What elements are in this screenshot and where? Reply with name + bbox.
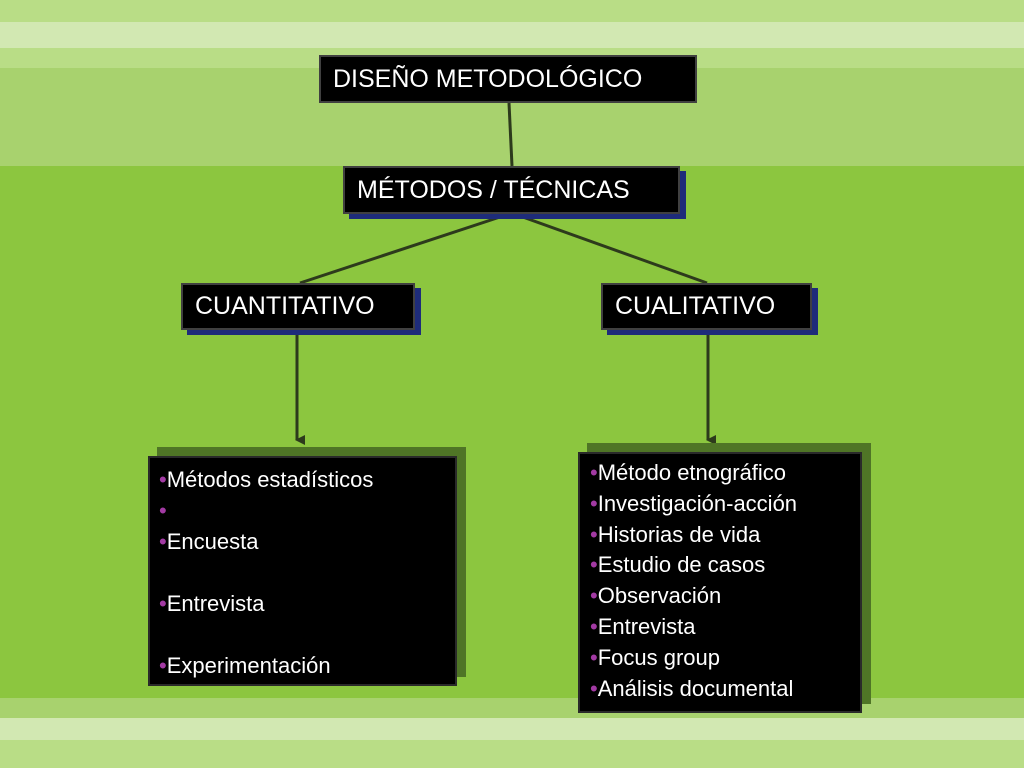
root-node-label: DISEÑO METODOLÓGICO	[333, 64, 643, 93]
list-item: •Entrevista	[159, 591, 265, 616]
bullet-icon: •	[590, 644, 598, 670]
methods-node-label: MÉTODOS / TÉCNICAS	[357, 175, 630, 204]
quantitative-node-label: CUANTITATIVO	[195, 292, 375, 320]
list-item: •Focus group	[590, 644, 720, 670]
quantitative-node	[181, 283, 415, 330]
list-item: •Encuesta	[159, 529, 259, 554]
bullet-icon: •	[590, 675, 598, 701]
bullet-icon: •	[590, 490, 598, 516]
bullet-icon: •	[159, 653, 167, 678]
bullet-icon: •	[590, 552, 598, 578]
list-item: •Estudio de casos	[590, 552, 766, 578]
quantitative-list	[148, 456, 457, 686]
list-item: •Experimentación	[159, 653, 331, 678]
qualitative-node	[601, 283, 812, 330]
connector-methods-to-qualitative	[520, 216, 707, 283]
list-item: •Investigación-acción	[590, 490, 798, 516]
list-item: •Métodos estadísticos	[159, 467, 374, 492]
bullet-icon: •	[159, 591, 167, 616]
bullet-icon: •	[159, 467, 167, 492]
bullet-icon: •	[159, 529, 167, 554]
qualitative-list	[578, 452, 862, 713]
bullet-icon: •	[590, 583, 598, 609]
list-item: •Historias de vida	[590, 521, 761, 547]
bullet-icon: •	[590, 521, 598, 547]
root-node	[319, 55, 697, 103]
methods-node	[343, 166, 680, 214]
list-item	[159, 557, 455, 588]
list-item: •Entrevista	[590, 613, 696, 639]
bullet-icon: •	[159, 498, 167, 523]
connector-root-to-methods	[509, 103, 512, 166]
list-item: •Observación	[590, 583, 722, 609]
list-item	[159, 495, 455, 526]
list-item	[159, 619, 455, 650]
list-item: •Análisis documental	[590, 675, 794, 701]
list-item: •Método etnográfico	[590, 460, 787, 485]
bullet-icon: •	[590, 460, 598, 485]
qualitative-node-label: CUALITATIVO	[615, 292, 776, 320]
connector-methods-to-quantitative	[300, 216, 503, 283]
bullet-icon: •	[590, 613, 598, 639]
